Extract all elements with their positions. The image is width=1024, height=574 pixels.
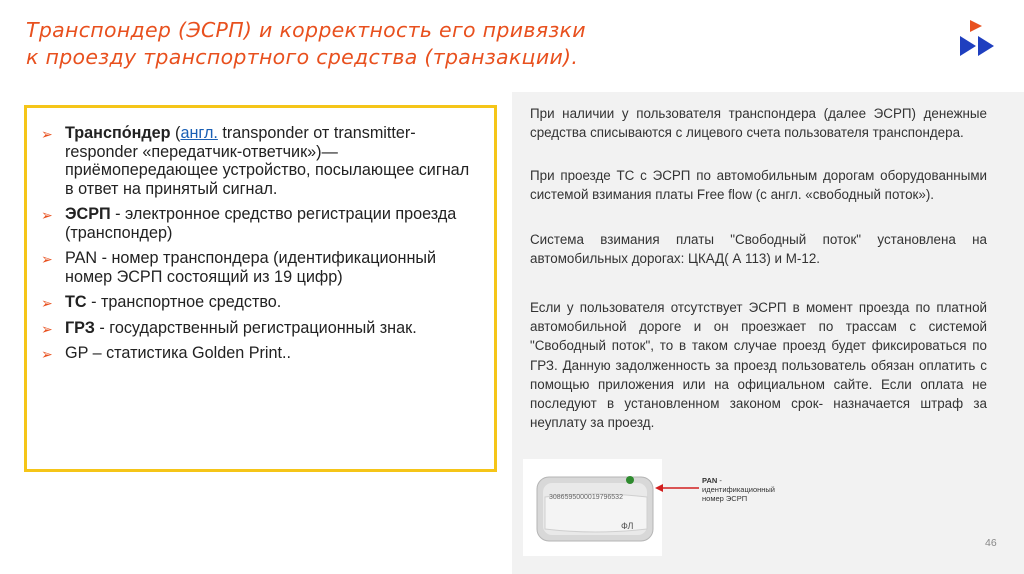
device-badge-label: ФЛ [621,521,634,531]
bullet-arrow-icon: ➢ [41,126,53,142]
definition-text: - государственный регистрационный знак. [94,318,417,337]
definition-text: PAN - номер транспондера (идентификационный номер ЭСРП состоящий из 19 цифр) [65,249,437,286]
transponder-device-image [535,471,655,545]
pan-caption [702,476,792,503]
bullet-arrow-icon: ➢ [41,295,53,311]
definition-term: ТС [65,293,87,311]
slide-title-line-2: к проезду транспортного средства (транзакции). [26,45,579,69]
paragraph-roads: Система взимания платы "Свободный поток" установлена на автомобильных дорогах: ЦКАД( А 113) и М-12. [530,232,987,267]
bullet-arrow-icon: ➢ [41,207,53,223]
definition-item [41,124,480,198]
pointer-arrow-icon [655,483,703,493]
bullet-arrow-icon: ➢ [41,346,53,362]
paragraph-esrp-payment: При наличии у пользователя транспондера (далее ЭСРП) денежные средства списываются с лицевого счета пользователя транспондера. [530,106,987,141]
definition-item [41,249,480,286]
definition-item [41,344,480,363]
definition-text: - электронное средство регистрации проезда (транспондер) [65,205,457,242]
definition-term: ГРЗ [65,318,95,337]
paragraph-free-flow: При проезде ТС с ЭСРП по автомобильным дорогам оборудованными системой взимания платы Free flow (с англ. «свободный поток»). [530,168,987,203]
definition-item [41,319,480,338]
logo-icon [956,18,1000,62]
page-number: 46 [985,537,997,549]
slide-title-line-1: Транспондер (ЭСРП) и корректность его привязки [26,18,586,42]
definitions-list [41,124,480,363]
bullet-arrow-icon: ➢ [41,320,53,337]
device-serial-number: 3086595000019796532 [549,494,623,501]
pan-caption-text: - идентификационный номер ЭСРП [702,476,776,503]
definition-paren: ( [170,124,181,142]
pan-caption-term: PAN [702,476,718,485]
slide-title [26,17,846,71]
definition-term: ЭСРП [65,205,111,223]
definition-text: GP – статистика Golden Print.. [65,344,291,362]
link-english[interactable]: англ. [180,124,218,142]
definitions-box [24,105,497,472]
definition-term: Транспо́ндер [65,124,171,142]
bullet-arrow-icon: ➢ [41,251,53,267]
definition-item [41,205,480,242]
definition-text: - транспортное средство. [86,293,282,311]
definition-text: transponder от transmitter-responder «передатчик-ответчик»)— приёмопередающее устройство, посылающее сигнал в ответ на принятый сигнал. [65,124,470,198]
definition-item [41,293,480,312]
paragraph-no-esrp: Если у пользователя отсутствует ЭСРП в момент проезда по платной автомобильной дороге и он проезжает по трассам с системой "Свободный поток", то в таком случае проезд будет фиксироваться по ГРЗ. Данную задолженность за проезд пользователь обязан оплатить с помощью приложения или на официальном сайте. Если оплата не последуют в установленном законом срок- назначается штраф за неуплату за проезд. [530,300,987,431]
